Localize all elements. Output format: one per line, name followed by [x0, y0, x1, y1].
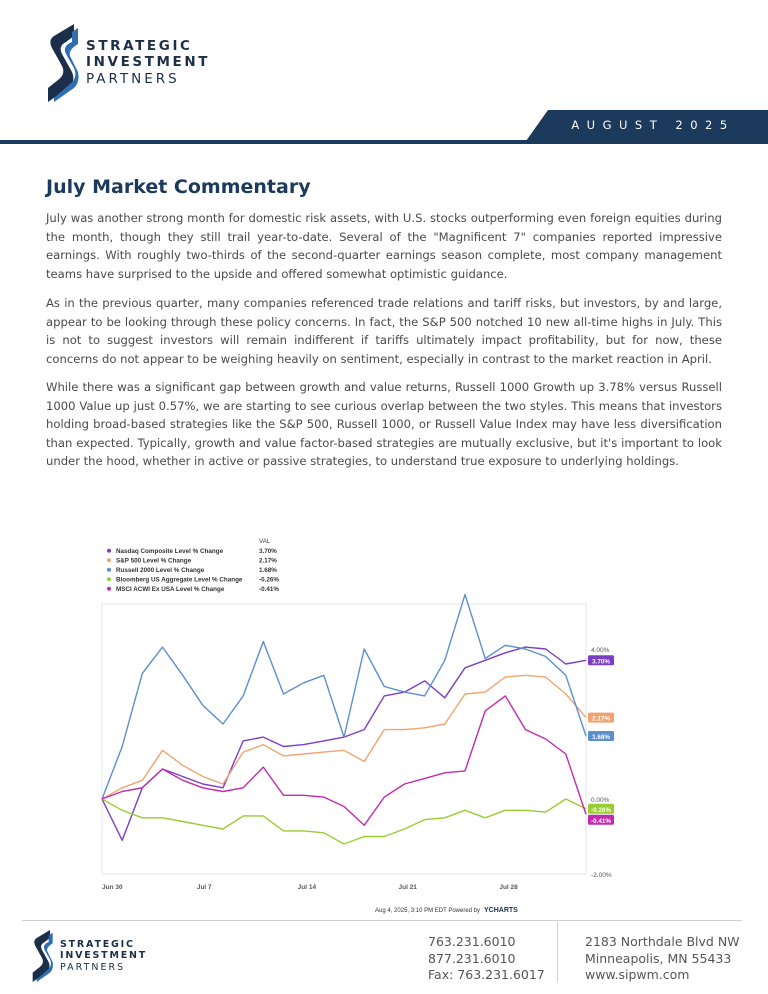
- end-value-label-1: 2.17%: [592, 715, 610, 723]
- footer-s-mark-icon: [30, 928, 54, 984]
- y-tick-label-1: 0.00%: [591, 797, 610, 804]
- ycharts-logo: YCHARTS: [484, 907, 518, 914]
- page-title: July Market Commentary: [46, 176, 311, 198]
- banner-rule: [0, 140, 768, 144]
- legend-series-name-3: Bloomberg US Aggregate Level % Change: [116, 576, 243, 584]
- legend-series-name-0: Nasdaq Composite Level % Change: [116, 548, 224, 555]
- footer-logo: [30, 928, 147, 984]
- series-line-4: [102, 696, 586, 825]
- footer-address: [585, 934, 740, 984]
- brand-logo: [44, 22, 210, 104]
- x-tick-label-4: Jul 28: [499, 884, 518, 891]
- x-tick-label-2: Jul 14: [297, 884, 317, 891]
- phone-main[interactable]: 763.231.6010: [428, 934, 516, 949]
- legend-marker-4: [107, 587, 111, 591]
- legend-header: VAL: [259, 538, 271, 545]
- paragraph-2: As in the previous quarter, many companies referenced trade relations and tariff risks, but investors, by and large, appear to be looking through these policy concerns. In fact, the S&P 500 notched 10 new all-time highs in July. This is not to suggest investors will remain indifferent if tariffs ultimately impact profitability, but for now, these concerns do not appear to be weighing heavily on sentiment, especially in contrast to the market reaction in April.: [46, 296, 722, 366]
- end-value-label-4: -0.41%: [591, 817, 611, 825]
- legend-series-name-2: Russell 2000 Level % Change: [116, 567, 205, 574]
- paragraph-3: While there was a significant gap between growth and value returns, Russell 1000 Growth up 3.78% versus Russell 1000 Value up just 0.57%, we are starting to see curious overlap between the two styles. This means that investors holding broad-based strategies like the S&P 500, Russell 1000, or Russell Value Index may have less diversification than expected. Typically, growth and value factor-based strategies are mutually exclusive, but it's important to look under the hood, whether in active or passive strategies, to understand true exposure to underlying holdings.: [46, 380, 722, 469]
- brand-line-2: INVESTMENT: [86, 54, 211, 71]
- end-value-label-0: 3.70%: [592, 658, 610, 666]
- legend-marker-3: [107, 577, 111, 581]
- legend-series-value-1: 2.17%: [259, 557, 277, 565]
- performance-chart-svg: [96, 532, 636, 918]
- date-banner: [0, 110, 768, 144]
- chart-footer-note: Aug 4, 2025, 3:10 PM EDT Powered by: [375, 908, 480, 914]
- legend-series-value-2: 1.68%: [259, 567, 277, 574]
- address-city: Minneapolis, MN 55433: [585, 950, 732, 966]
- footer-phones: [428, 934, 545, 984]
- brand-line-1: STRATEGIC: [86, 37, 193, 54]
- fax-number: Fax: 763.231.6017: [428, 967, 545, 982]
- legend-marker-1: [107, 558, 111, 562]
- paragraph-1: July was another strong month for domestic risk assets, with U.S. stocks outperforming even foreign equities during the month, though they still trail year-to-date. Several of the "Magnificent 7" companies reported impressive earnings. With roughly two-thirds of the second-quarter earnings season complete, most company management teams have surprised to the upside and offered somewhat optimistic guidance.: [46, 211, 722, 281]
- performance-chart: [96, 532, 636, 918]
- brand-s-mark-icon: [44, 22, 80, 104]
- issue-date: AUGUST 2025: [571, 118, 735, 132]
- phone-tollfree[interactable]: 877.231.6010: [428, 950, 516, 966]
- website-link[interactable]: www.sipwm.com: [585, 967, 690, 982]
- footer-brand-line-3: PARTNERS: [60, 961, 126, 973]
- legend-series-name-1: S&P 500 Level % Change: [116, 557, 192, 565]
- end-value-label-3: -0.26%: [591, 806, 611, 814]
- brand-line-3: PARTNERS: [86, 70, 180, 87]
- end-value-label-2: 1.68%: [592, 734, 610, 741]
- legend-marker-2: [107, 568, 111, 572]
- footer-column-divider: [557, 922, 558, 982]
- legend-series-name-4: MSCI ACWI Ex USA Level % Change: [116, 586, 225, 593]
- legend-series-value-4: -0.41%: [259, 586, 279, 593]
- footer-brand-line-2: INVESTMENT: [60, 950, 148, 962]
- footer-brand-line-1: STRATEGIC: [60, 938, 135, 950]
- series-line-2: [102, 595, 586, 799]
- y-tick-label-2: -2.00%: [591, 872, 612, 879]
- chart-plot-area: [102, 604, 586, 874]
- footer-divider: [22, 920, 742, 921]
- x-tick-label-3: Jul 21: [398, 884, 417, 891]
- x-tick-label-1: Jul 7: [196, 884, 212, 891]
- brand-wordmark: [86, 37, 211, 87]
- address-street: 2183 Northdale Blvd NW: [585, 934, 740, 949]
- y-tick-label-0: 4.00%: [591, 647, 610, 654]
- legend-marker-0: [107, 549, 111, 553]
- footer-wordmark: [60, 940, 147, 973]
- x-tick-label-0: Jun 30: [102, 884, 123, 891]
- legend-series-value-3: -0.26%: [259, 576, 279, 584]
- legend-series-value-0: 3.70%: [259, 548, 277, 555]
